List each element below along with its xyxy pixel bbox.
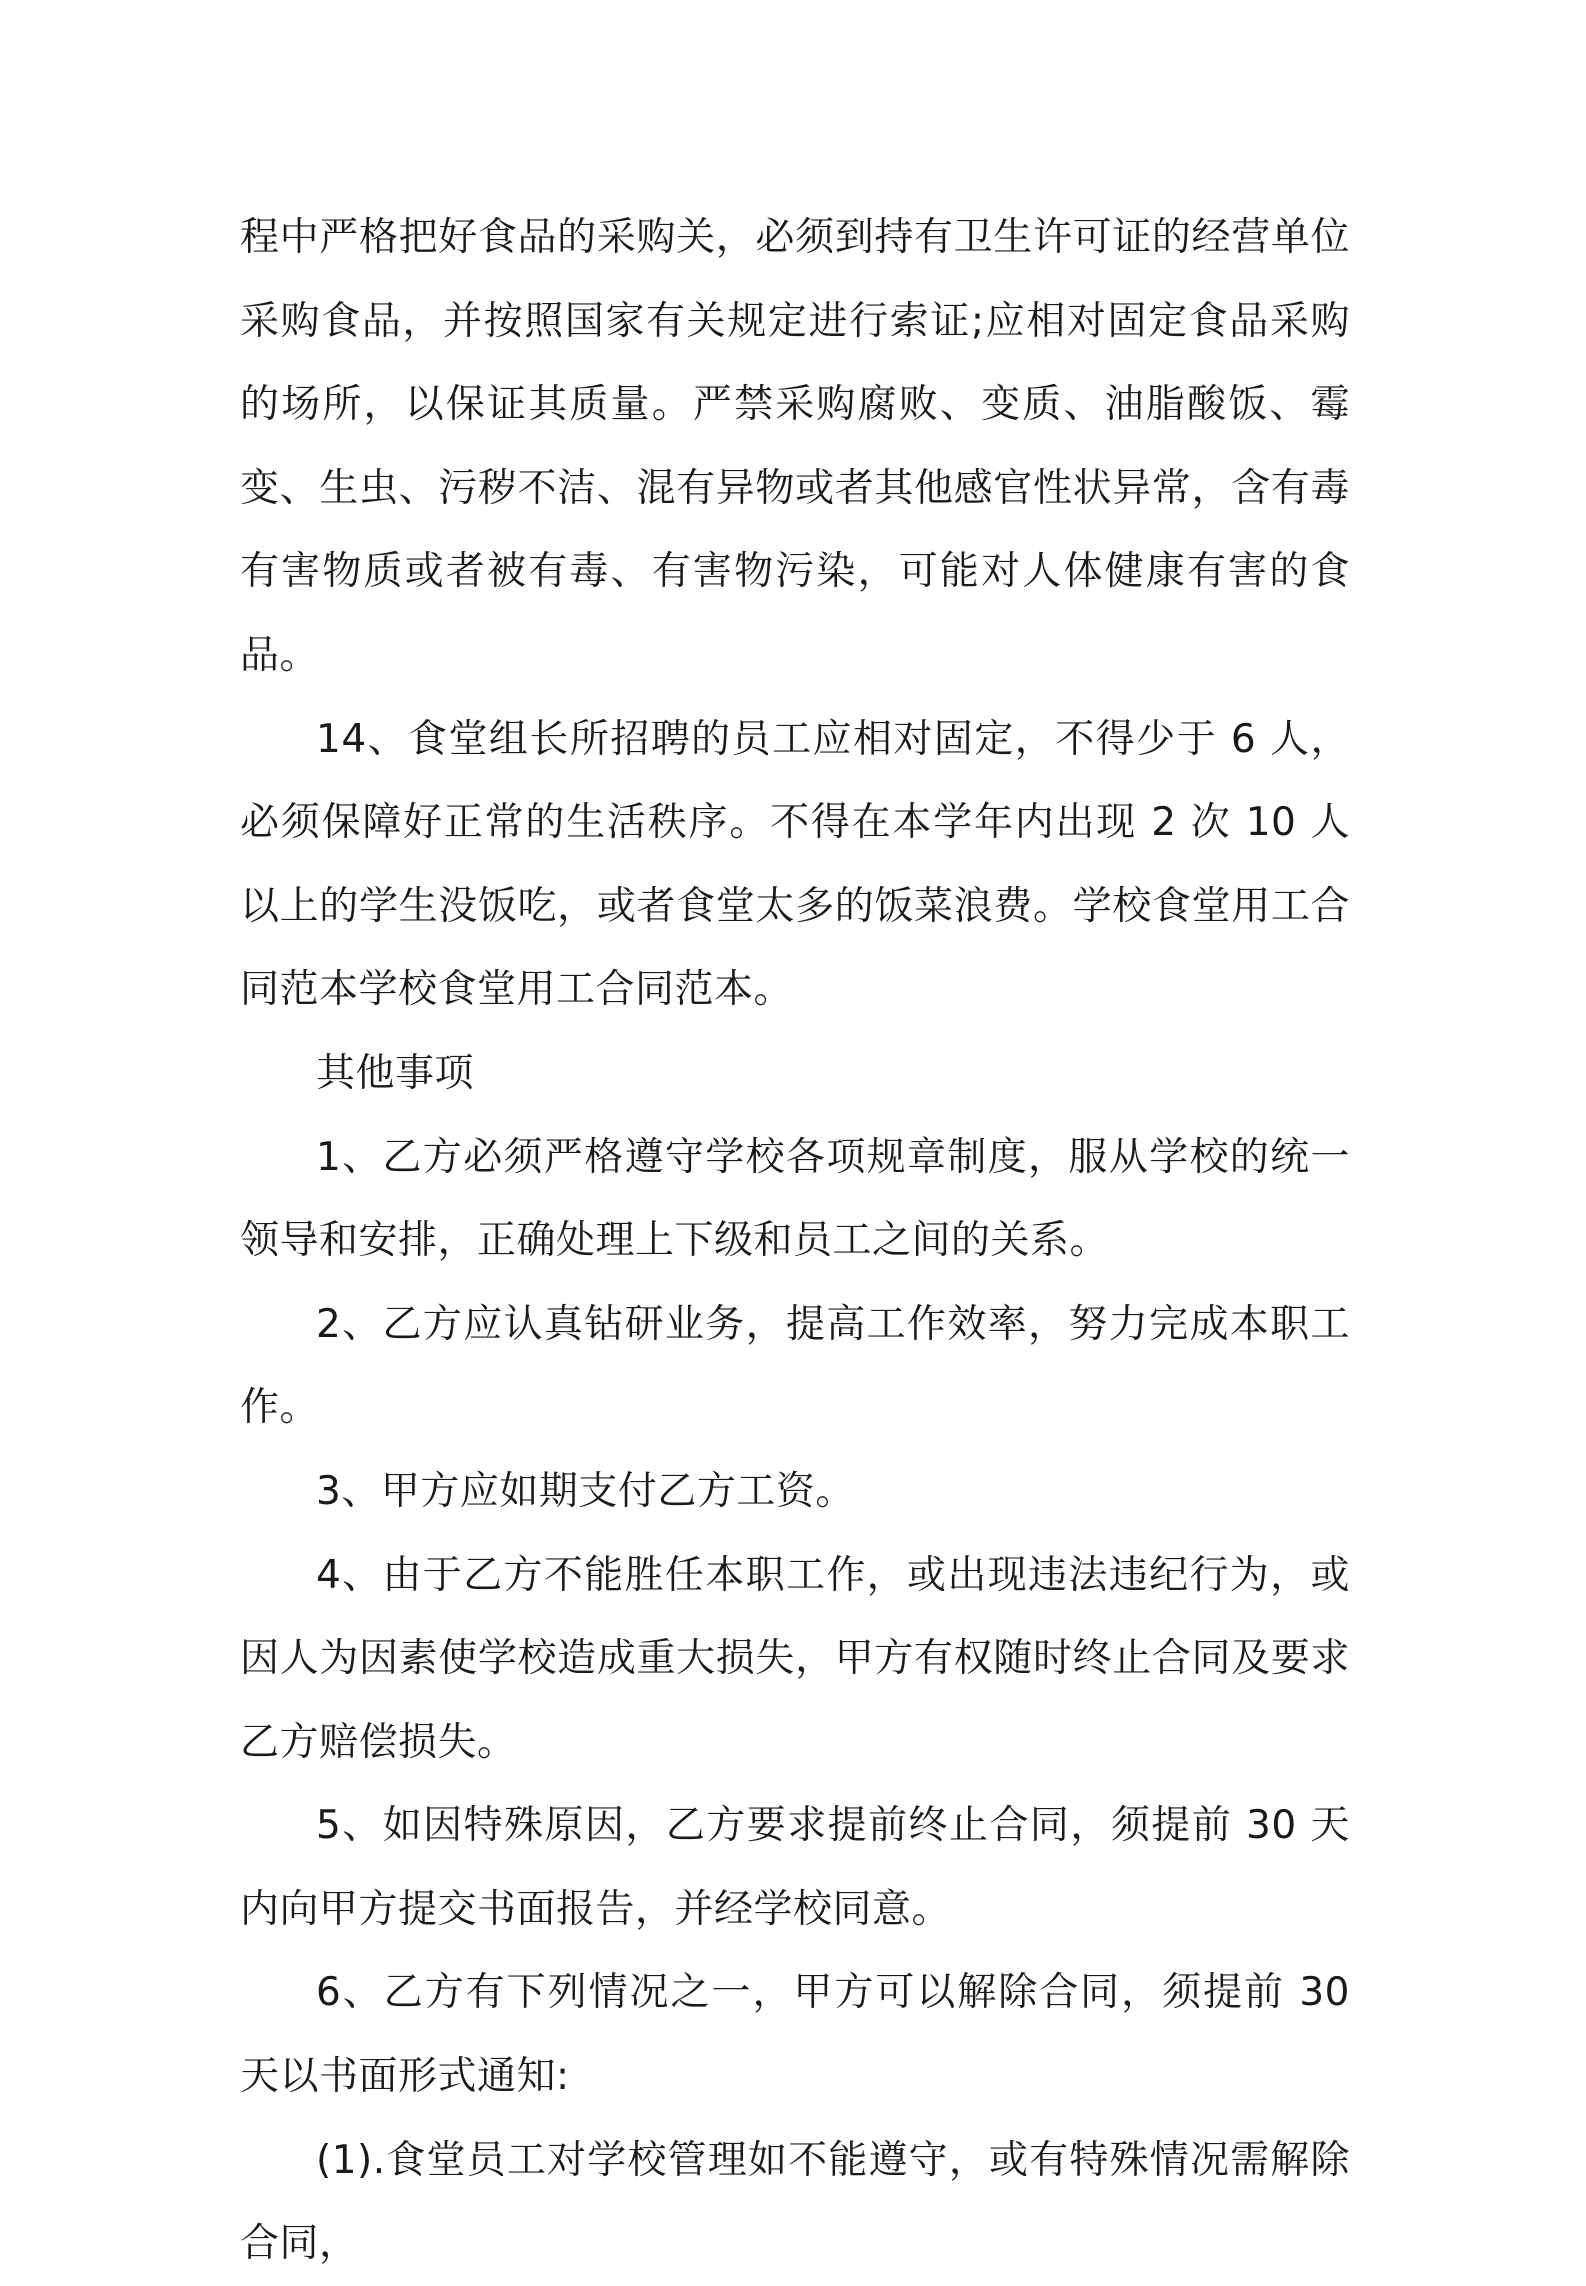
paragraph-subitem-1: (1).食堂员工对学校管理如不能遵守，或有特殊情况需解除合同，: [240, 2137, 1350, 2267]
paragraph-item-5: 5、如因特殊原因，乙方要求提前终止合同，须提前 30 天内向甲方提交书面报告，并经学校同意。: [240, 1803, 1350, 1932]
paragraph-item-6: 6、乙方有下列情况之一，甲方可以解除合同，须提前 30 天以书面形式通知:: [240, 1970, 1350, 2100]
paragraph-item-14: 14、食堂组长所招聘的员工应相对固定，不得少于 6 人，必须保障好正常的生活秩序。不得在本学年内出现 2 次 10 人以上的学生没饭吃，或者食堂太多的饭菜浪费。学校食堂用工合同范本学校食堂用工合同范本。: [240, 716, 1350, 1013]
section-heading-other-matters: 其他事项: [316, 1050, 475, 1096]
paragraph-item-3: 3、甲方应如期支付乙方工资。: [316, 1468, 855, 1514]
paragraph-procurement: 程中严格把好食品的采购关，必须到持有卫生许可证的经营单位采购食品，并按照国家有关规定进行索证;应相对固定食品采购的场所，以保证其质量。严禁采购腐败、变质、油脂酸饭、霉变、生虫、污秽不洁、混有异物或者其他感官性状异常，含有毒有害物质或者被有毒、有害物污染，可能对人体健康有害的食品。: [240, 215, 1350, 678]
paragraph-item-2: 2、乙方应认真钻研业务，提高工作效率，努力完成本职工作。: [240, 1301, 1350, 1431]
paragraph-item-4: 4、由于乙方不能胜任本职工作，或出现违法违纪行为，或因人为因素使学校造成重大损失，甲方有权随时终止合同及要求乙方赔偿损失。: [240, 1552, 1350, 1765]
paragraph-item-1: 1、乙方必须严格遵守学校各项规章制度，服从学校的统一领导和安排，正确处理上下级和员工之间的关系。: [240, 1134, 1350, 1264]
document-body: [240, 196, 1350, 2286]
